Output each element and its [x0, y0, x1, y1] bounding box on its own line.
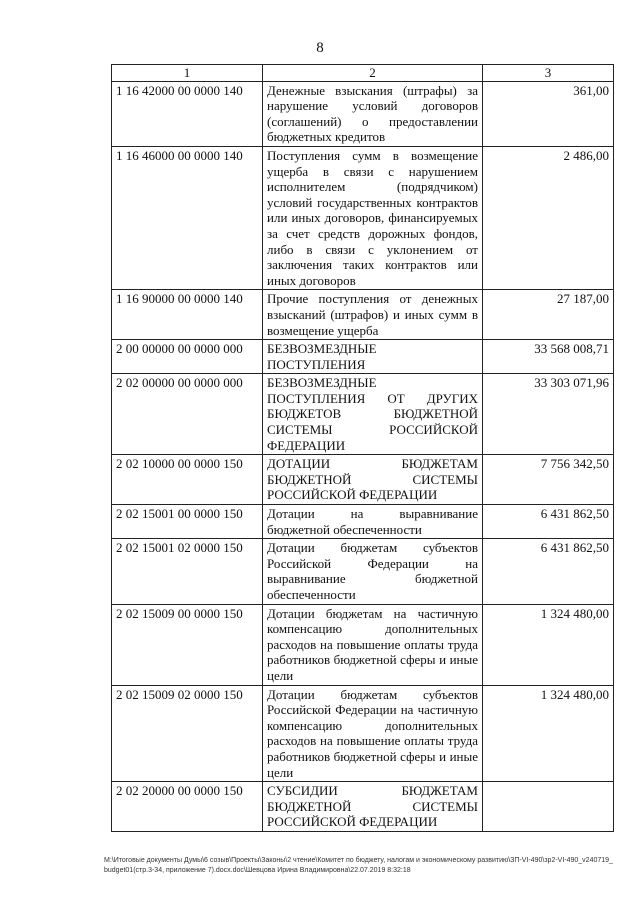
column-header-3: 3: [483, 65, 614, 82]
document-path-footer: М:\Итоговые документы Думы\6 созыв\Проекты\Законы\2 чтение\Комитет по бюджету, налогам и экономическому развитию\ЗП-VI-490\зр2-VI-490_v240719_budget01(стр.3-34, приложение 7).docx.doc\Шевцова Ирина Владимировна\22.07.2019 8:32:18: [104, 857, 613, 874]
budget-code-cell: 2 02 10000 00 0000 150: [112, 455, 263, 505]
table-row: [112, 782, 614, 832]
budget-code-cell: 2 02 15009 02 0000 150: [112, 685, 263, 782]
income-description-cell: ДОТАЦИИ БЮДЖЕТАМ БЮДЖЕТНОЙ СИСТЕМЫ РОССИЙСКОЙ ФЕДЕРАЦИИ: [263, 455, 483, 505]
amount-cell: 6 431 862,50: [483, 505, 614, 539]
income-description-cell: БЕЗВОЗМЕЗДНЫЕ ПОСТУПЛЕНИЯ: [263, 340, 483, 374]
table-header-row: [112, 65, 614, 82]
table-row: [112, 81, 614, 146]
table-row: [112, 374, 614, 455]
income-description-cell: Дотации бюджетам субъектов Российской Федерации на частичную компенсацию дополнительных расходов на повышение оплаты труда работников бюджетной сферы и иные цели: [263, 685, 483, 782]
column-header-1: 1: [112, 65, 263, 82]
table-row: [112, 539, 614, 604]
income-description-cell: Денежные взыскания (штрафы) за нарушение условий договоров (соглашений) о предоставлении бюджетных кредитов: [263, 81, 483, 146]
budget-code-cell: 2 00 00000 00 0000 000: [112, 340, 263, 374]
page-number: 8: [316, 40, 324, 56]
amount-cell: 1 324 480,00: [483, 604, 614, 685]
table-row: [112, 340, 614, 374]
income-description-cell: Дотации бюджетам субъектов Российской Федерации на выравнивание бюджетной обеспеченности: [263, 539, 483, 604]
amount-cell: 7 756 342,50: [483, 455, 614, 505]
budget-code-cell: 1 16 46000 00 0000 140: [112, 146, 263, 289]
amount-cell: 27 187,00: [483, 290, 614, 340]
income-description-cell: Дотации на выравнивание бюджетной обеспеченности: [263, 505, 483, 539]
income-description-cell: Поступления сумм в возмещение ущерба в связи с нарушением исполнителем (подрядчиком) условий государственных контрактов или иных договоров, финансируемых за счет средств дорожных фондов, либо в связи с уклонением от заключения таких контрактов или иных договоров: [263, 146, 483, 289]
amount-cell: 6 431 862,50: [483, 539, 614, 604]
amount-cell: 361,00: [483, 81, 614, 146]
table-row: [112, 604, 614, 685]
amount-cell: [483, 782, 614, 832]
table-row: [112, 505, 614, 539]
table-row: [112, 290, 614, 340]
budget-code-cell: 2 02 20000 00 0000 150: [112, 782, 263, 832]
income-description-cell: Дотации бюджетам на частичную компенсацию дополнительных расходов на повышение оплаты труда работников бюджетной сферы и иные цели: [263, 604, 483, 685]
budget-code-cell: 1 16 42000 00 0000 140: [112, 81, 263, 146]
budget-code-cell: 2 02 15009 00 0000 150: [112, 604, 263, 685]
budget-code-cell: 2 02 00000 00 0000 000: [112, 374, 263, 455]
budget-code-cell: 2 02 15001 00 0000 150: [112, 505, 263, 539]
amount-cell: 33 568 008,71: [483, 340, 614, 374]
income-description-cell: БЕЗВОЗМЕЗДНЫЕ ПОСТУПЛЕНИЯ ОТ ДРУГИХ БЮДЖЕТОВ БЮДЖЕТНОЙ СИСТЕМЫ РОССИЙСКОЙ ФЕДЕРАЦИИ: [263, 374, 483, 455]
amount-cell: 1 324 480,00: [483, 685, 614, 782]
budget-table: [111, 64, 614, 832]
table-row: [112, 685, 614, 782]
budget-code-cell: 2 02 15001 02 0000 150: [112, 539, 263, 604]
table-row: [112, 455, 614, 505]
amount-cell: 33 303 071,96: [483, 374, 614, 455]
amount-cell: 2 486,00: [483, 146, 614, 289]
column-header-2: 2: [263, 65, 483, 82]
income-description-cell: СУБСИДИИ БЮДЖЕТАМ БЮДЖЕТНОЙ СИСТЕМЫ РОССИЙСКОЙ ФЕДЕРАЦИИ: [263, 782, 483, 832]
budget-code-cell: 1 16 90000 00 0000 140: [112, 290, 263, 340]
income-description-cell: Прочие поступления от денежных взысканий (штрафов) и иных сумм в возмещение ущерба: [263, 290, 483, 340]
table-row: [112, 146, 614, 289]
